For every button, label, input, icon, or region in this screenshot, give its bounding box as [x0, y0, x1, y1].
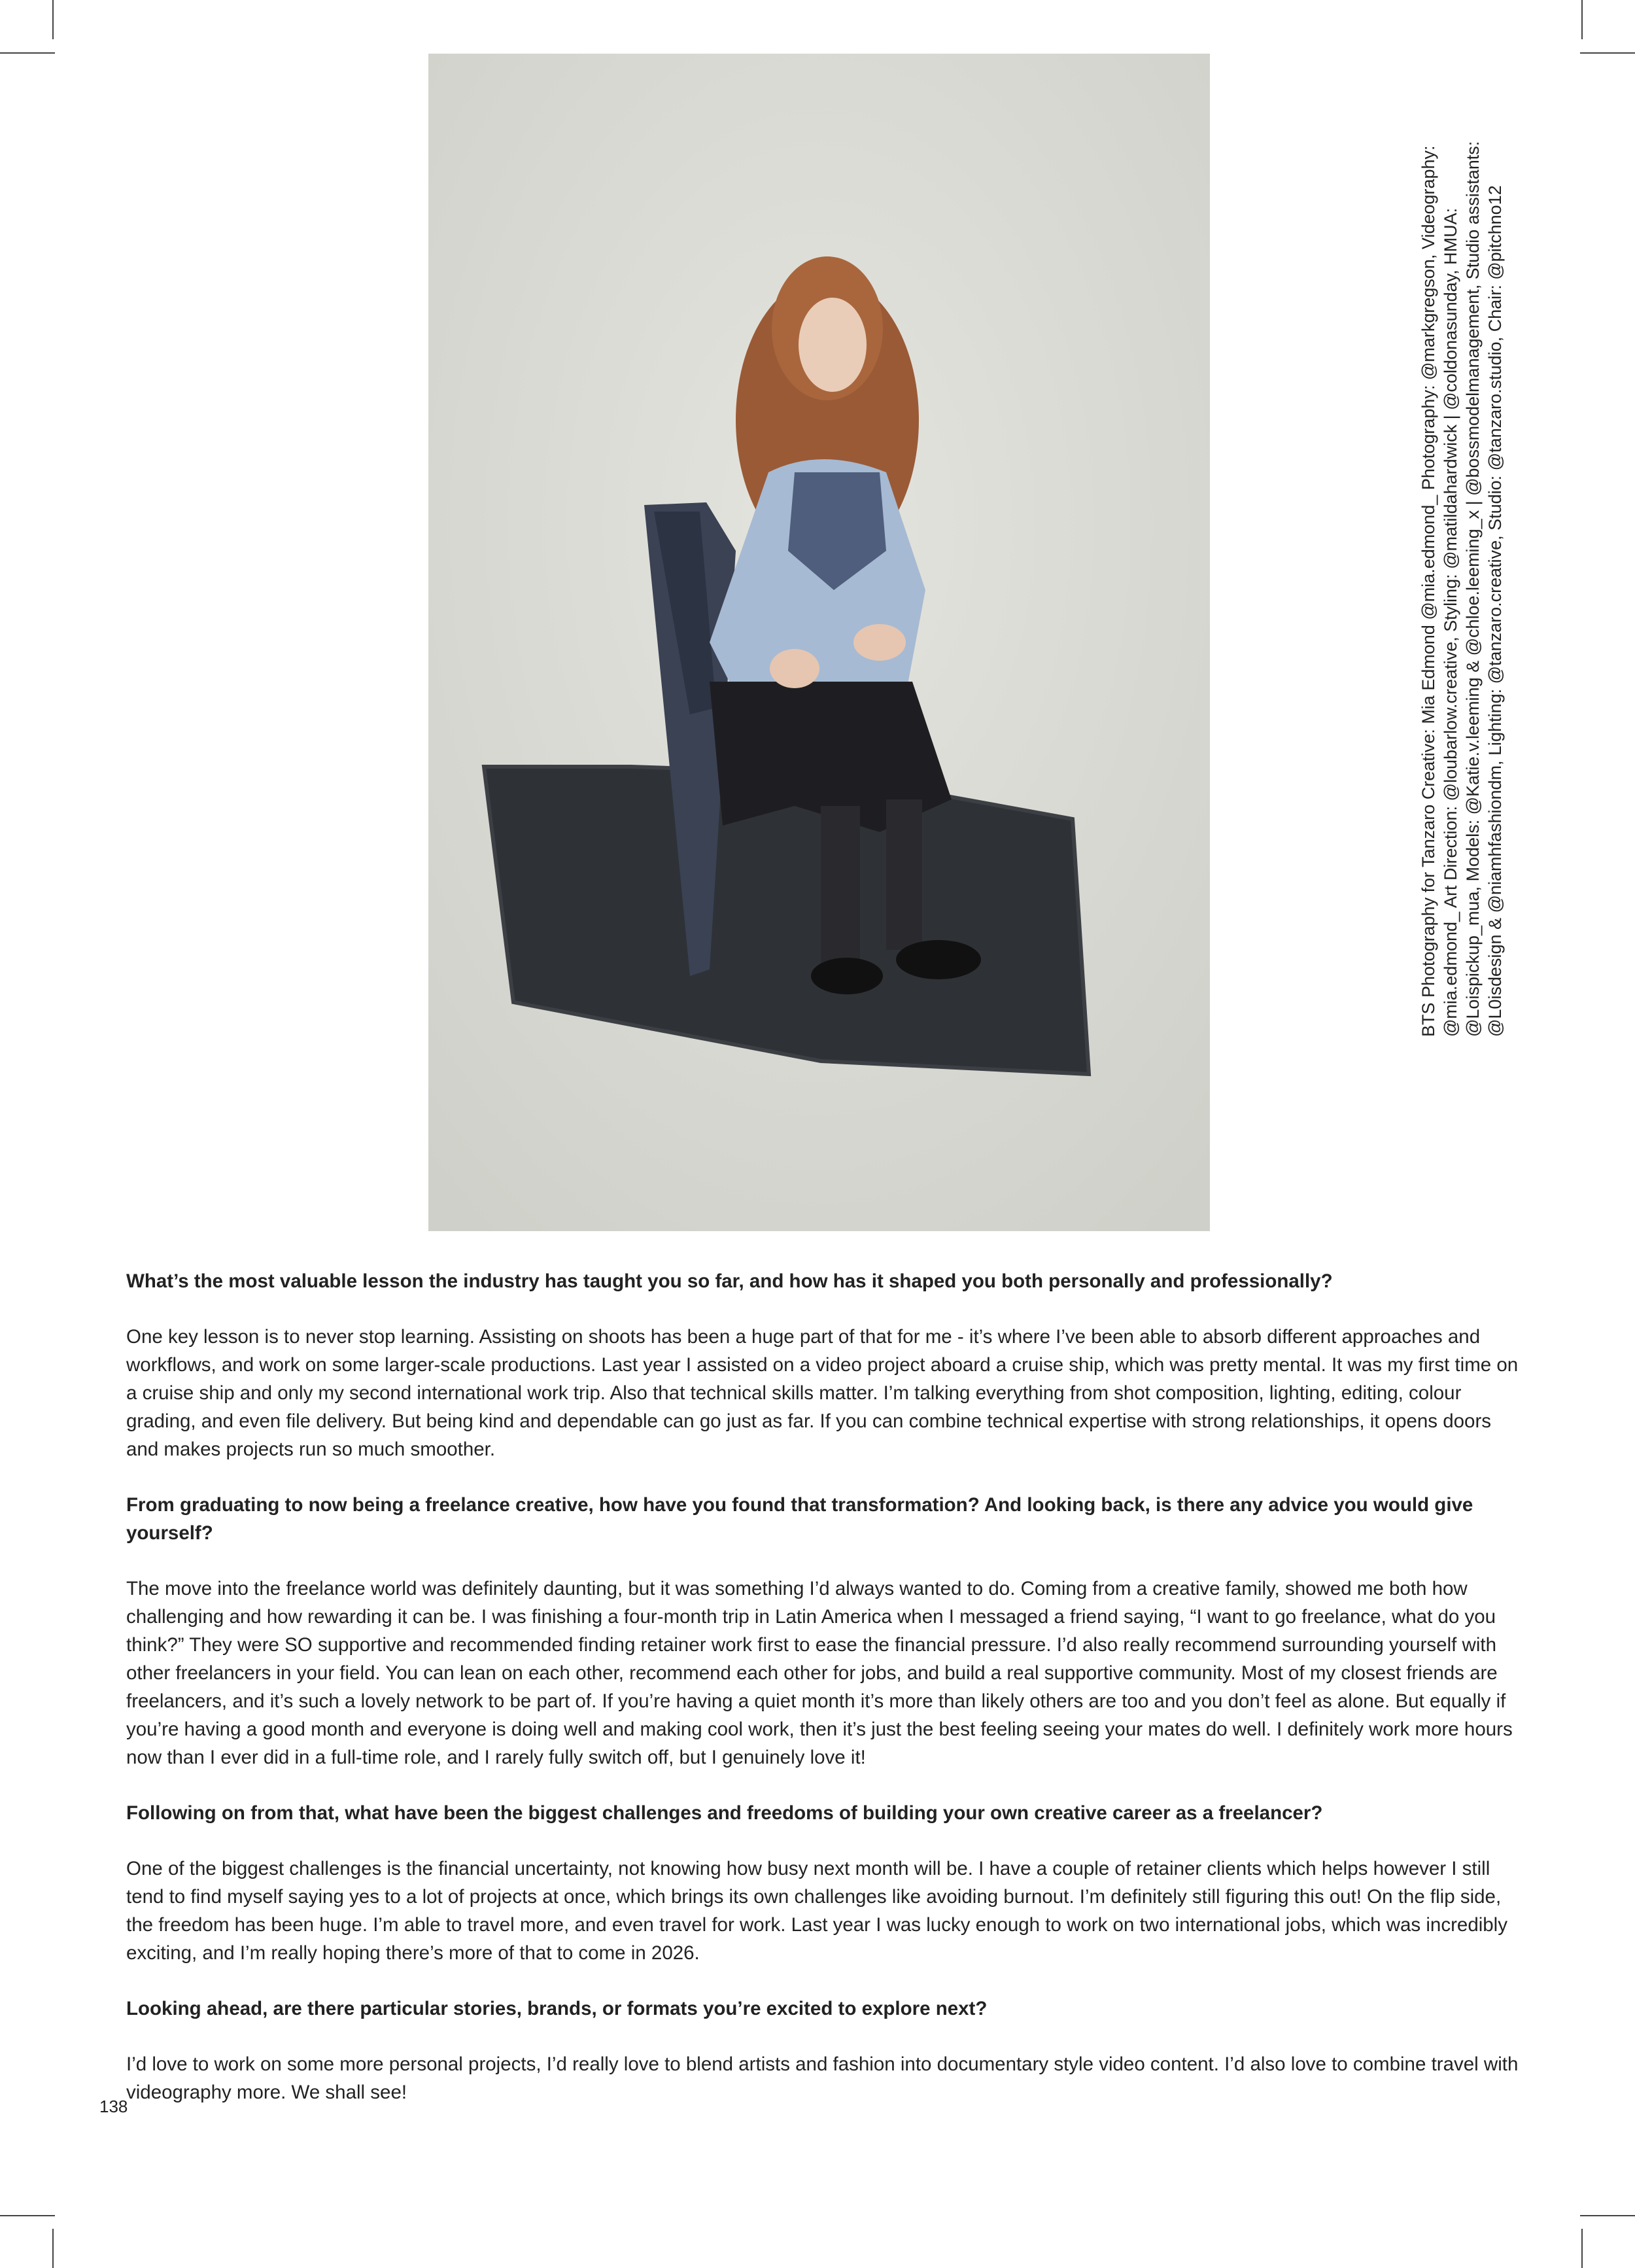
credit-line: @Loispickup_mua, Models: @Katie.v.leeming & @chloe.leeming_x | @bossmodelmanagement, Studio assistants:	[1463, 141, 1483, 1037]
page-number: 138	[99, 2097, 128, 2116]
credit-line: @mia.edmond_ Art Direction: @loubarlow.creative, Styling: @matildahardwick | @coldonasunday, HMUA:	[1441, 207, 1460, 1037]
question: From graduating to now being a freelance creative, how have you found that transformation? And looking back, is there any advice you would give yourself?	[126, 1494, 1473, 1544]
crop-mark	[52, 2229, 54, 2268]
photo-credits	[1417, 121, 1506, 1037]
question: Following on from that, what have been the biggest challenges and freedoms of building your own creative career as a freelancer?	[126, 1802, 1323, 1824]
question: What’s the most valuable lesson the industry has taught you so far, and how has it shaped you both personally and professionally?	[126, 1270, 1333, 1292]
answer: The move into the freelance world was definitely daunting, but it was something I’d always wanted to do. Coming from a creative family, showed me both how challenging and how rewarding it can be. I was finishing a four-month trip in Latin America when I messaged a friend saying, “I want to go freelance, what do you think?” They were SO supportive and recommended finding retainer work first to ease the financial pressure. I’d also really recommend surrounding yourself with other freelancers in your field. You can lean on each other, recommend each other for jobs, and build a real supportive community. Most of my closest friends are freelancers, and it’s such a lovely network to be part of. If you’re having a quiet month it’s more than likely others are too and you don’t feel as alone. But equally if you’re having a good month and everyone is doing well and making cool work, then it’s just the best feeling seeing your mates do well. I definitely work more hours now than I ever did in a full-time role, and I rarely fully switch off, but I genuinely love it!	[126, 1578, 1513, 1768]
answer: One of the biggest challenges is the financial uncertainty, not knowing how busy next month will be. I have a couple of retainer clients which helps however I still tend to find myself saying yes to a lot of projects at once, which brings its own challenges like avoiding burnout. I’m definitely still figuring this out! On the flip side, the freedom has been huge. I’m able to travel more, and even travel for work. Last year I was lucky enough to work on two international jobs, which was incredibly exciting, and I’m really hoping there’s more of that to come in 2026.	[126, 1858, 1507, 1964]
crop-mark	[1580, 52, 1635, 54]
crop-mark	[52, 0, 54, 39]
crop-mark	[1581, 2229, 1583, 2268]
crop-mark	[0, 52, 55, 54]
fashion-photograph	[428, 54, 1210, 1231]
interview-article	[126, 1267, 1526, 2134]
question: Looking ahead, are there particular stories, brands, or formats you’re excited to explore next?	[126, 1998, 988, 2019]
credit-line: BTS Photography for Tanzaro Creative: Mia Edmond @mia.edmond_ Photography: @markgregson, Videography:	[1419, 145, 1438, 1037]
answer: I’d love to work on some more personal projects, I’d really love to blend artists and fashion into documentary style video content. I’d also love to combine travel with videography more. We shall see!	[126, 2053, 1519, 2103]
credit-line: @L0isdesign & @niamhfashiondm, Lighting: @tanzaro.creative, Studio: @tanzaro.studio, Chair: @pitchno12	[1485, 185, 1505, 1037]
answer: One key lesson is to never stop learning. Assisting on shoots has been a huge part of that for me - it’s where I’ve been able to absorb different approaches and workflows, and work on some larger-scale productions. Last year I assisted on a video project aboard a cruise ship, which was pretty mental. It was my first time on a cruise ship and only my second international work trip. Also that technical skills matter. I’m talking everything from shot composition, lighting, editing, colour grading, and even file delivery. But being kind and dependable can go just as far. If you can combine technical expertise with strong relationships, it opens doors and makes projects run so much smoother.	[126, 1326, 1519, 1460]
crop-mark	[1581, 0, 1583, 39]
crop-mark	[1580, 2215, 1635, 2216]
crop-mark	[0, 2215, 55, 2216]
